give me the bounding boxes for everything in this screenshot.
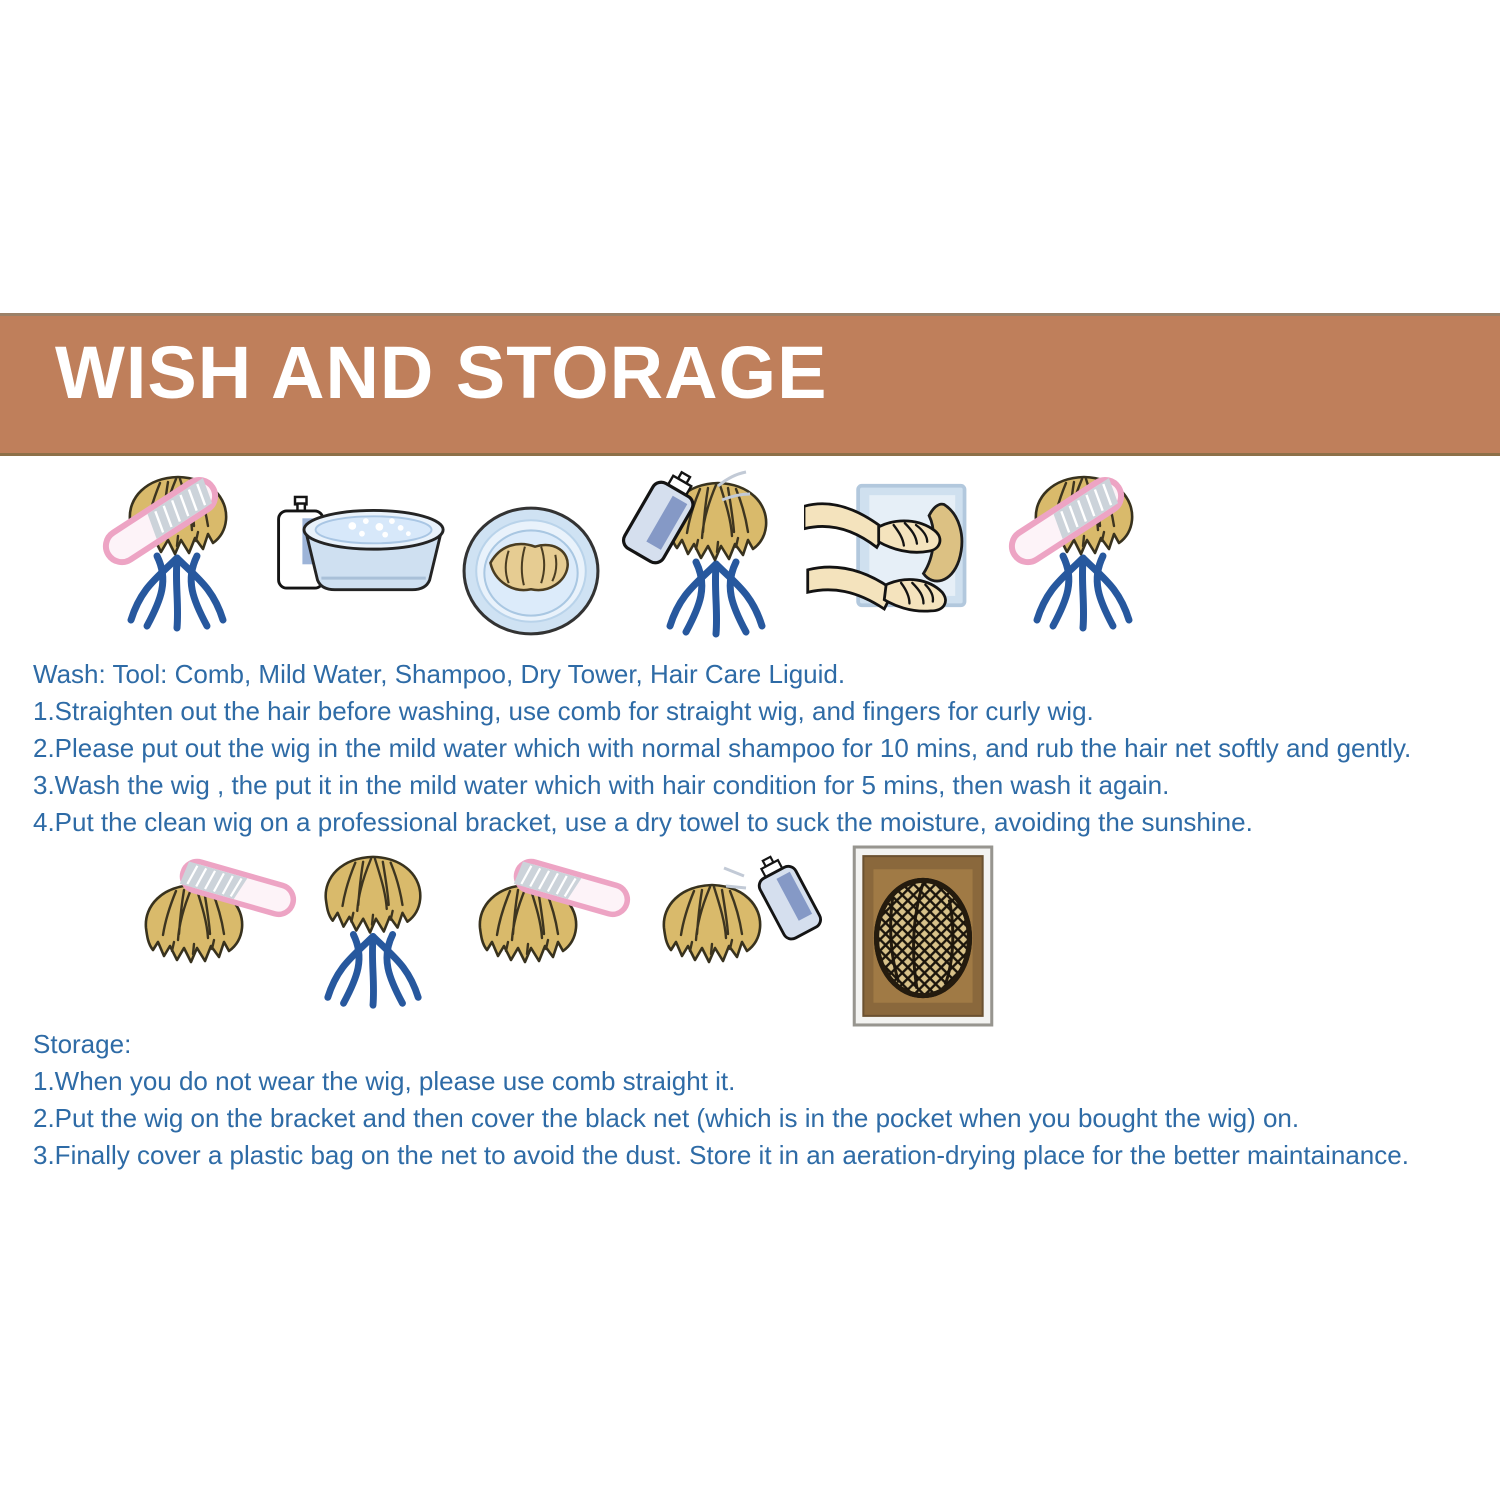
storage-step-2: 2.Put the wig on the bracket and then cover the black net (which is in the pocket when you bought the wig) on. bbox=[33, 1103, 1300, 1133]
wash-heading: Wash: Tool: Comb, Mild Water, Shampoo, Dry Tower, Hair Care Liguid. bbox=[33, 659, 846, 689]
storage-step-wig-on-stand-icon bbox=[306, 848, 439, 1017]
wash-step-1: 1.Straighten out the hair before washing, use comb for straight wig, and fingers for curly wig. bbox=[33, 696, 1094, 726]
wig-net-frame-icon bbox=[854, 847, 992, 1025]
storage-instructions bbox=[33, 1026, 1409, 1174]
wig-icon bbox=[326, 857, 421, 933]
soaking-bowl-icon bbox=[464, 508, 598, 634]
wash-step-comb-wig-on-stand-icon bbox=[92, 458, 262, 658]
wash-step-spray-wig-on-stand-icon bbox=[606, 460, 792, 662]
wig-icon bbox=[664, 885, 760, 962]
shampoo-bottle-and-basin-icon bbox=[279, 497, 444, 590]
storage-step-wig-spray-icon bbox=[652, 846, 832, 996]
wash-step-4: 4.Put the clean wig on a professional bracket, use a dry towel to suck the moisture, avoiding the sunshine. bbox=[33, 807, 1253, 837]
wash-step-shampoo-basin-icon bbox=[275, 485, 447, 621]
spray-lines bbox=[724, 868, 746, 888]
wash-step-comb-wig-on-stand-icon bbox=[998, 458, 1168, 658]
wash-instructions bbox=[33, 656, 1411, 841]
banner bbox=[0, 313, 1500, 456]
wig-stand-icon bbox=[670, 562, 762, 634]
storage-heading: Storage: bbox=[33, 1029, 132, 1059]
wig-stand-icon bbox=[1037, 556, 1129, 628]
storage-step-3: 3.Finally cover a plastic bag on the net to avoid the dust. Store it in an aeration-drying place for the better maintainance. bbox=[33, 1140, 1409, 1170]
wig-stand-icon bbox=[328, 934, 418, 1005]
storage-step-1: 1.When you do not wear the wig, please use comb straight it. bbox=[33, 1066, 736, 1096]
wash-step-hands-towel-icon bbox=[804, 478, 972, 628]
wash-step-2: 2.Please put out the wig in the mild water which with normal shampoo for 10 mins, and rub the hair net softly and gently. bbox=[33, 733, 1412, 763]
page-title: WISH AND STORAGE bbox=[55, 331, 828, 414]
storage-step-net-frame-icon bbox=[852, 845, 994, 1027]
storage-step-comb-wig-icon bbox=[460, 848, 638, 998]
storage-step-comb-wig-icon bbox=[126, 848, 304, 998]
hands-towel-icon bbox=[804, 486, 965, 611]
wash-step-soaking-bowl-icon bbox=[460, 500, 602, 642]
wash-step-3: 3.Wash the wig , the put it in the mild water which with hair condition for 5 mins, then wash it again. bbox=[33, 770, 1170, 800]
wig-stand-icon bbox=[131, 556, 223, 628]
